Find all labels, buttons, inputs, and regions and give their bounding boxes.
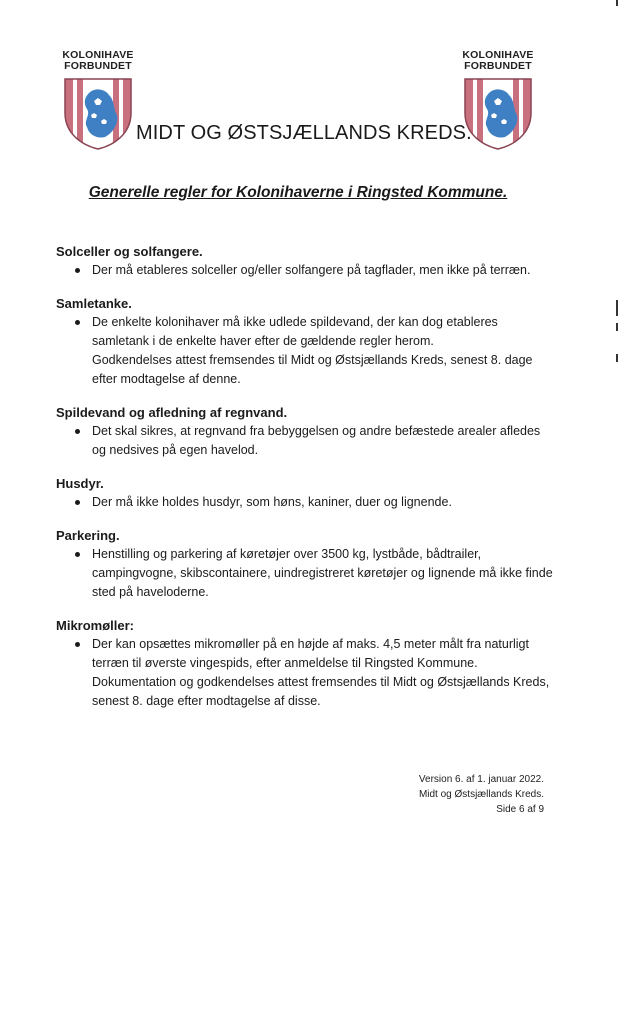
- section-spildevand: [56, 404, 556, 460]
- bullet-item: [56, 545, 556, 602]
- scan-edge-mark: [616, 0, 618, 6]
- kreds-title: MIDT OG ØSTSJÆLLANDS KREDS.: [136, 122, 472, 144]
- section-husdyr: [56, 475, 556, 512]
- bullet-item: [56, 422, 556, 460]
- section-heading: Solceller og solfangere.: [56, 244, 203, 259]
- scan-edge-mark: [616, 300, 618, 316]
- logo-left: [58, 50, 138, 151]
- bullet-extra-text: Godkendelses attest fremsendes til Midt og Østsjællands Kreds, senest 8. dage efter modtagelse af denne.: [92, 353, 533, 386]
- scan-edge-mark: [616, 354, 618, 362]
- bullet-text: Henstilling og parkering af køretøjer over 3500 kg, lystbåde, bådtrailer, campingvogne, skibscontainere, uindregistreret køretøjer og lignende må ikke finde sted på haveloderne.: [92, 547, 553, 599]
- bullet-text: Der må ikke holdes husdyr, som høns, kaniner, duer og lignende.: [92, 495, 452, 509]
- bullet-extra-text: Dokumentation og godkendelses attest fremsendes til Midt og Østsjællands Kreds, senest 8. dage efter modtagelse af disse.: [92, 675, 550, 708]
- section-samletanke: [56, 295, 556, 389]
- bullet-item: [56, 313, 556, 389]
- bullet-text: Det skal sikres, at regnvand fra bebyggelsen og andre befæstede arealer afledes og nedsives på egen havelod.: [92, 424, 541, 457]
- logo-right-line2: FORBUNDET: [464, 60, 532, 72]
- rules-list: [56, 243, 556, 726]
- logo-left-line2: FORBUNDET: [64, 60, 132, 72]
- section-mikromoller: [56, 617, 556, 711]
- section-heading: Spildevand og afledning af regnvand.: [56, 405, 288, 420]
- section-solceller: [56, 243, 556, 280]
- logo-right-line1: KOLONIHAVE: [462, 49, 534, 61]
- scan-edge-mark: [616, 323, 618, 331]
- section-parkering: [56, 527, 556, 602]
- section-heading: Parkering.: [56, 528, 120, 543]
- bullet-item: [56, 635, 556, 711]
- document-footer: [300, 772, 544, 817]
- shield-icon: [61, 75, 135, 151]
- bullet-text: Der kan opsættes mikromøller på en højde af maks. 4,5 meter målt fra naturligt terræn til øverste vingespids, efter anmeldelse til Ringsted Kommune.: [92, 637, 529, 670]
- shield-icon: [461, 75, 535, 151]
- logo-left-line1: KOLONIHAVE: [62, 49, 134, 61]
- bullet-text: De enkelte kolonihaver må ikke udlede spildevand, der kan dog etableres samletank i de enkelte haver efter de gældende regler herom.: [92, 315, 498, 348]
- bullet-item: [56, 493, 556, 512]
- footer-org: Midt og Østsjællands Kreds.: [418, 789, 544, 800]
- footer-version: Version 6. af 1. januar 2022.: [418, 774, 544, 785]
- bullet-item: [56, 261, 556, 280]
- section-heading: Husdyr.: [56, 476, 104, 491]
- document-title: Generelle regler for Kolonihaverne i Ringsted Kommune.: [88, 184, 508, 201]
- bullet-text: Der må etableres solceller og/eller solfangere på tagflader, men ikke på terræn.: [92, 263, 531, 277]
- footer-page-number: Side 6 af 9: [496, 804, 544, 815]
- section-heading: Mikromøller:: [56, 618, 135, 633]
- section-heading: Samletanke.: [56, 296, 132, 311]
